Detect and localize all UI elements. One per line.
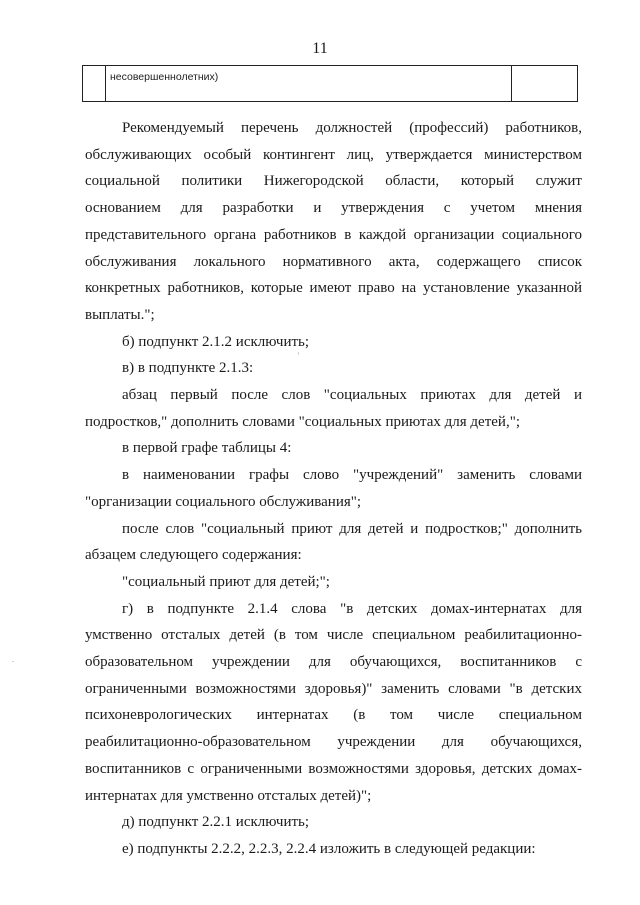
text-line: конкретных работников, которые имеют право на установление указанной <box>85 280 582 297</box>
text-line: д) подпункт 2.2.1 исключить; <box>122 814 310 831</box>
text-line: образовательном учреждении для обучающихся, воспитанников с <box>85 654 582 671</box>
document-body <box>85 115 582 863</box>
scan-speck: ' <box>298 351 300 360</box>
text-line: е) подпункты 2.2.2, 2.2.3, 2.2.4 изложить в следующей редакции: <box>122 840 536 857</box>
text-line: психоневрологических интернатах (в том числе специальном <box>85 707 582 724</box>
table-cell-value <box>512 66 578 102</box>
text-line: Рекомендуемый перечень должностей (профессий) работников, <box>122 120 582 136</box>
table-row <box>83 66 578 102</box>
text-line: "организации социального обслуживания"; <box>85 493 362 510</box>
text-line: умственно отсталых детей (в том числе специальном реабилитационно- <box>85 627 582 644</box>
text-line: представительного органа работников в каждой организации социального <box>85 226 582 243</box>
text-line: основанием для разработки и утверждения с учетом мнения <box>85 200 582 217</box>
text-line: в наименовании графы слово "учреждений" заменить словами <box>122 467 582 484</box>
text-line: ограниченными возможностями здоровья)" заменить словами "в детских <box>85 680 582 697</box>
text-line: подростков," дополнить словами "социальных приютах для детей,"; <box>85 413 520 430</box>
text-line: в первой графе таблицы 4: <box>122 440 292 457</box>
text-line: интернатах для умственно отсталых детей)"; <box>85 787 372 804</box>
text-line: воспитанников с ограниченными возможностями здоровья, детских домах- <box>85 760 582 777</box>
table-fragment <box>82 65 578 102</box>
text-line: абзац первый после слов "социальных приютах для детей и <box>122 387 582 404</box>
table-cell-text: несовершеннолетних) <box>106 66 512 102</box>
text-line: после слов "социальный приют для детей и подростков;" дополнить <box>122 520 582 537</box>
text-line: реабилитационно-образовательном учреждении для обучающихся, <box>85 734 582 751</box>
text-line: "социальный приют для детей;"; <box>122 573 330 590</box>
text-line: абзацем следующего содержания: <box>85 547 302 564</box>
scan-speck: . <box>12 655 14 664</box>
text-line: в) в подпункте 2.1.3: <box>122 360 254 377</box>
text-line: социальной политики Нижегородской области, который служит <box>85 173 582 190</box>
table-cell-number <box>83 66 106 102</box>
text-line: г) в подпункте 2.1.4 слова "в детских домах-интернатах для <box>122 600 582 617</box>
text-line: обслуживания локального нормативного акта, содержащего список <box>85 253 582 270</box>
text-line: обслуживающих особый контингент лиц, утверждается министерством <box>85 146 582 163</box>
page-number: 11 <box>312 40 328 57</box>
text-line: выплаты."; <box>85 306 155 323</box>
text-line: б) подпункт 2.1.2 исключить; <box>122 333 310 350</box>
